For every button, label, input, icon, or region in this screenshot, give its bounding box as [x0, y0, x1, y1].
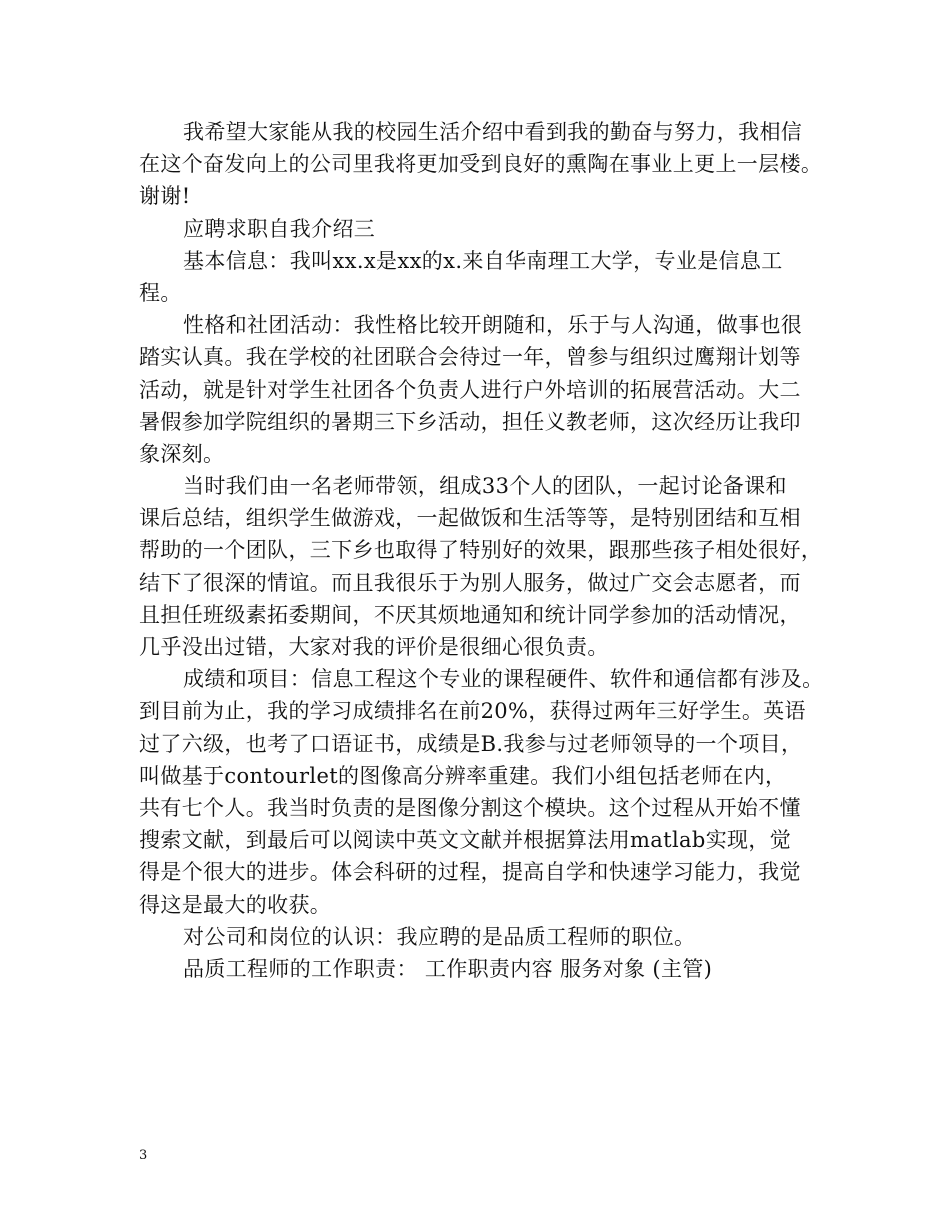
text-line: 搜索文献，到最后可以阅读中英文文献并根据算法用matlab实现，觉	[139, 828, 792, 853]
text-line: 结下了很深的情谊。而且我很乐于为别人服务，做过广交会志愿者，而	[139, 570, 801, 595]
text-line: 得这是最大的收获。	[139, 892, 332, 917]
text-line: 成绩和项目：信息工程这个专业的课程硬件、软件和通信都有涉及。	[183, 667, 824, 692]
text-line: 程。	[139, 280, 182, 305]
page-number: 3	[139, 1148, 148, 1163]
text-line: 叫做基于contourlet的图像高分辨率重建。我们小组包括老师在内，	[139, 763, 787, 788]
text-line: 踏实认真。我在学校的社团联合会待过一年，曾参与组织过鹰翔计划等	[139, 345, 801, 370]
text-line: 对公司和岗位的认识：我应聘的是品质工程师的职位。	[183, 924, 696, 949]
text-line: 暑假参加学院组织的暑期三下乡活动，担任义教老师，这次经历让我印	[139, 409, 801, 434]
text-line: 几乎没出过错，大家对我的评价是很细心很负责。	[139, 635, 609, 659]
text-line: 帮助的一个团队，三下乡也取得了特别好的效果，跟那些孩子相处很好，	[139, 538, 823, 563]
text-line: 品质工程师的工作职责： 工作职责内容 服务对象 (主管)	[183, 956, 713, 981]
text-line: 我希望大家能从我的校园生活介绍中看到我的勤奋与努力，我相信	[183, 120, 803, 144]
text-line: 过了六级，也考了口语证书，成绩是B.我参与过老师领导的一个项目，	[139, 731, 803, 756]
text-line: 且担任班级素拓委期间，不厌其烦地通知和统计同学参加的活动情况，	[139, 602, 801, 627]
text-line: 得是个很大的进步。体会科研的过程，提高自学和快速学习能力，我觉	[139, 860, 801, 885]
text-line: 到目前为止，我的学习成绩排名在前20%，获得过两年三好学生。英语	[139, 699, 806, 724]
text-line: 共有七个人。我当时负责的是图像分割这个模块。这个过程从开始不懂	[139, 795, 801, 820]
text-line: 谢谢!	[139, 184, 191, 209]
section-heading: 应聘求职自我介绍三	[183, 216, 376, 241]
text-line: 在这个奋发向上的公司里我将更加受到良好的熏陶在事业上更上一层楼。	[139, 152, 823, 177]
text-line: 课后总结，组织学生做游戏，一起做饭和生活等等，是特别团结和互相	[139, 506, 801, 531]
text-line: 象深刻。	[139, 441, 225, 466]
text-line: 性格和社团活动：我性格比较开朗随和，乐于与人沟通，做事也很	[183, 313, 803, 338]
text-line: 基本信息：我叫xx.x是xx的x.来自华南理工大学，专业是信息工	[183, 248, 783, 273]
document-body	[139, 116, 831, 985]
text-line: 当时我们由一名老师带领，组成33个人的团队，一起讨论备课和	[183, 474, 787, 499]
text-line: 活动，就是针对学生社团各个负责人进行户外培训的拓展营活动。大二	[139, 377, 801, 402]
